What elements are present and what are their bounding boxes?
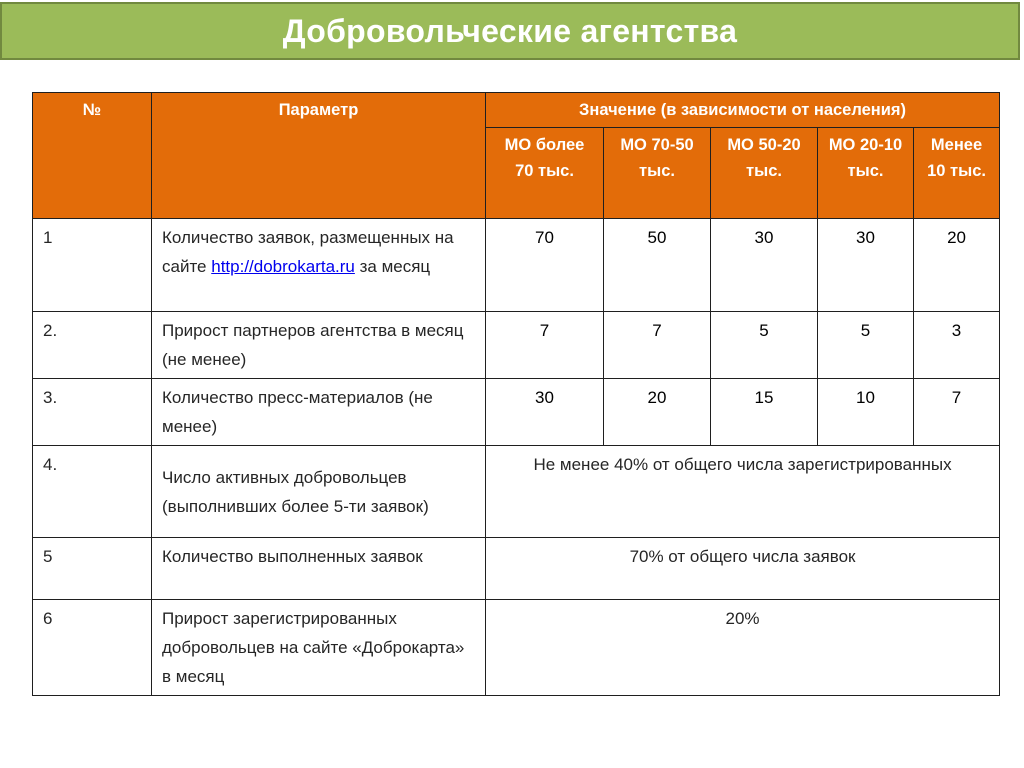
row-value: 3 bbox=[914, 312, 1000, 379]
row-number: 2. bbox=[33, 312, 152, 379]
row-value: 30 bbox=[818, 219, 914, 312]
row-number: 4. bbox=[33, 446, 152, 538]
row-parameter bbox=[152, 219, 486, 312]
row-number: 5 bbox=[33, 538, 152, 600]
row-value: 7 bbox=[914, 379, 1000, 446]
header-subcol: МО 20-10 тыс. bbox=[818, 128, 914, 219]
row-value: 15 bbox=[711, 379, 818, 446]
row-value: 30 bbox=[711, 219, 818, 312]
row-parameter: Количество пресс-материалов (не менее) bbox=[152, 379, 486, 446]
row-value: 50 bbox=[604, 219, 711, 312]
header-subcol: МО 70-50 тыс. bbox=[604, 128, 711, 219]
row-parameter-text: за месяц bbox=[354, 257, 431, 276]
row-parameter: Прирост партнеров агентства в месяц (не менее) bbox=[152, 312, 486, 379]
row-merged-value: 20% bbox=[486, 600, 1000, 696]
row-value: 10 bbox=[818, 379, 914, 446]
row-value: 70 bbox=[486, 219, 604, 312]
row-value: 20 bbox=[914, 219, 1000, 312]
page-title: Добровольческие агентства bbox=[282, 12, 738, 49]
row-value: 7 bbox=[486, 312, 604, 379]
header-row bbox=[33, 93, 1000, 128]
header-value-group: Значение (в зависимости от населения) bbox=[486, 93, 1000, 128]
table-row bbox=[33, 379, 1000, 446]
dobrokarta-link[interactable]: http://dobrokarta.ru bbox=[211, 257, 355, 276]
table-row bbox=[33, 600, 1000, 696]
row-value: 5 bbox=[818, 312, 914, 379]
row-merged-value: 70% от общего числа заявок bbox=[486, 538, 1000, 600]
row-value: 20 bbox=[604, 379, 711, 446]
table-row bbox=[33, 312, 1000, 379]
table-row bbox=[33, 538, 1000, 600]
title-bar bbox=[0, 2, 1020, 60]
parameters-table bbox=[32, 92, 1000, 696]
header-subcol: Менее 10 тыс. bbox=[914, 128, 1000, 219]
row-value: 7 bbox=[604, 312, 711, 379]
row-number: 1 bbox=[33, 219, 152, 312]
header-subcol: МО 50-20 тыс. bbox=[711, 128, 818, 219]
row-parameter-text: Количество заявок, размещенных на сайте bbox=[162, 228, 454, 276]
row-parameter: Число активных добровольцев (выполнивших более 5-ти заявок) bbox=[152, 446, 486, 538]
row-parameter: Прирост зарегистрированных добровольцев на сайте «Доброкарта» в месяц bbox=[152, 600, 486, 696]
header-num: № bbox=[33, 93, 152, 219]
header-param: Параметр bbox=[152, 93, 486, 219]
row-value: 5 bbox=[711, 312, 818, 379]
row-parameter: Количество выполненных заявок bbox=[152, 538, 486, 600]
row-number: 6 bbox=[33, 600, 152, 696]
row-merged-value: Не менее 40% от общего числа зарегистрированных bbox=[486, 446, 1000, 538]
row-value: 30 bbox=[486, 379, 604, 446]
table-row bbox=[33, 219, 1000, 312]
table-row bbox=[33, 446, 1000, 538]
header-subcol: МО более 70 тыс. bbox=[486, 128, 604, 219]
row-number: 3. bbox=[33, 379, 152, 446]
